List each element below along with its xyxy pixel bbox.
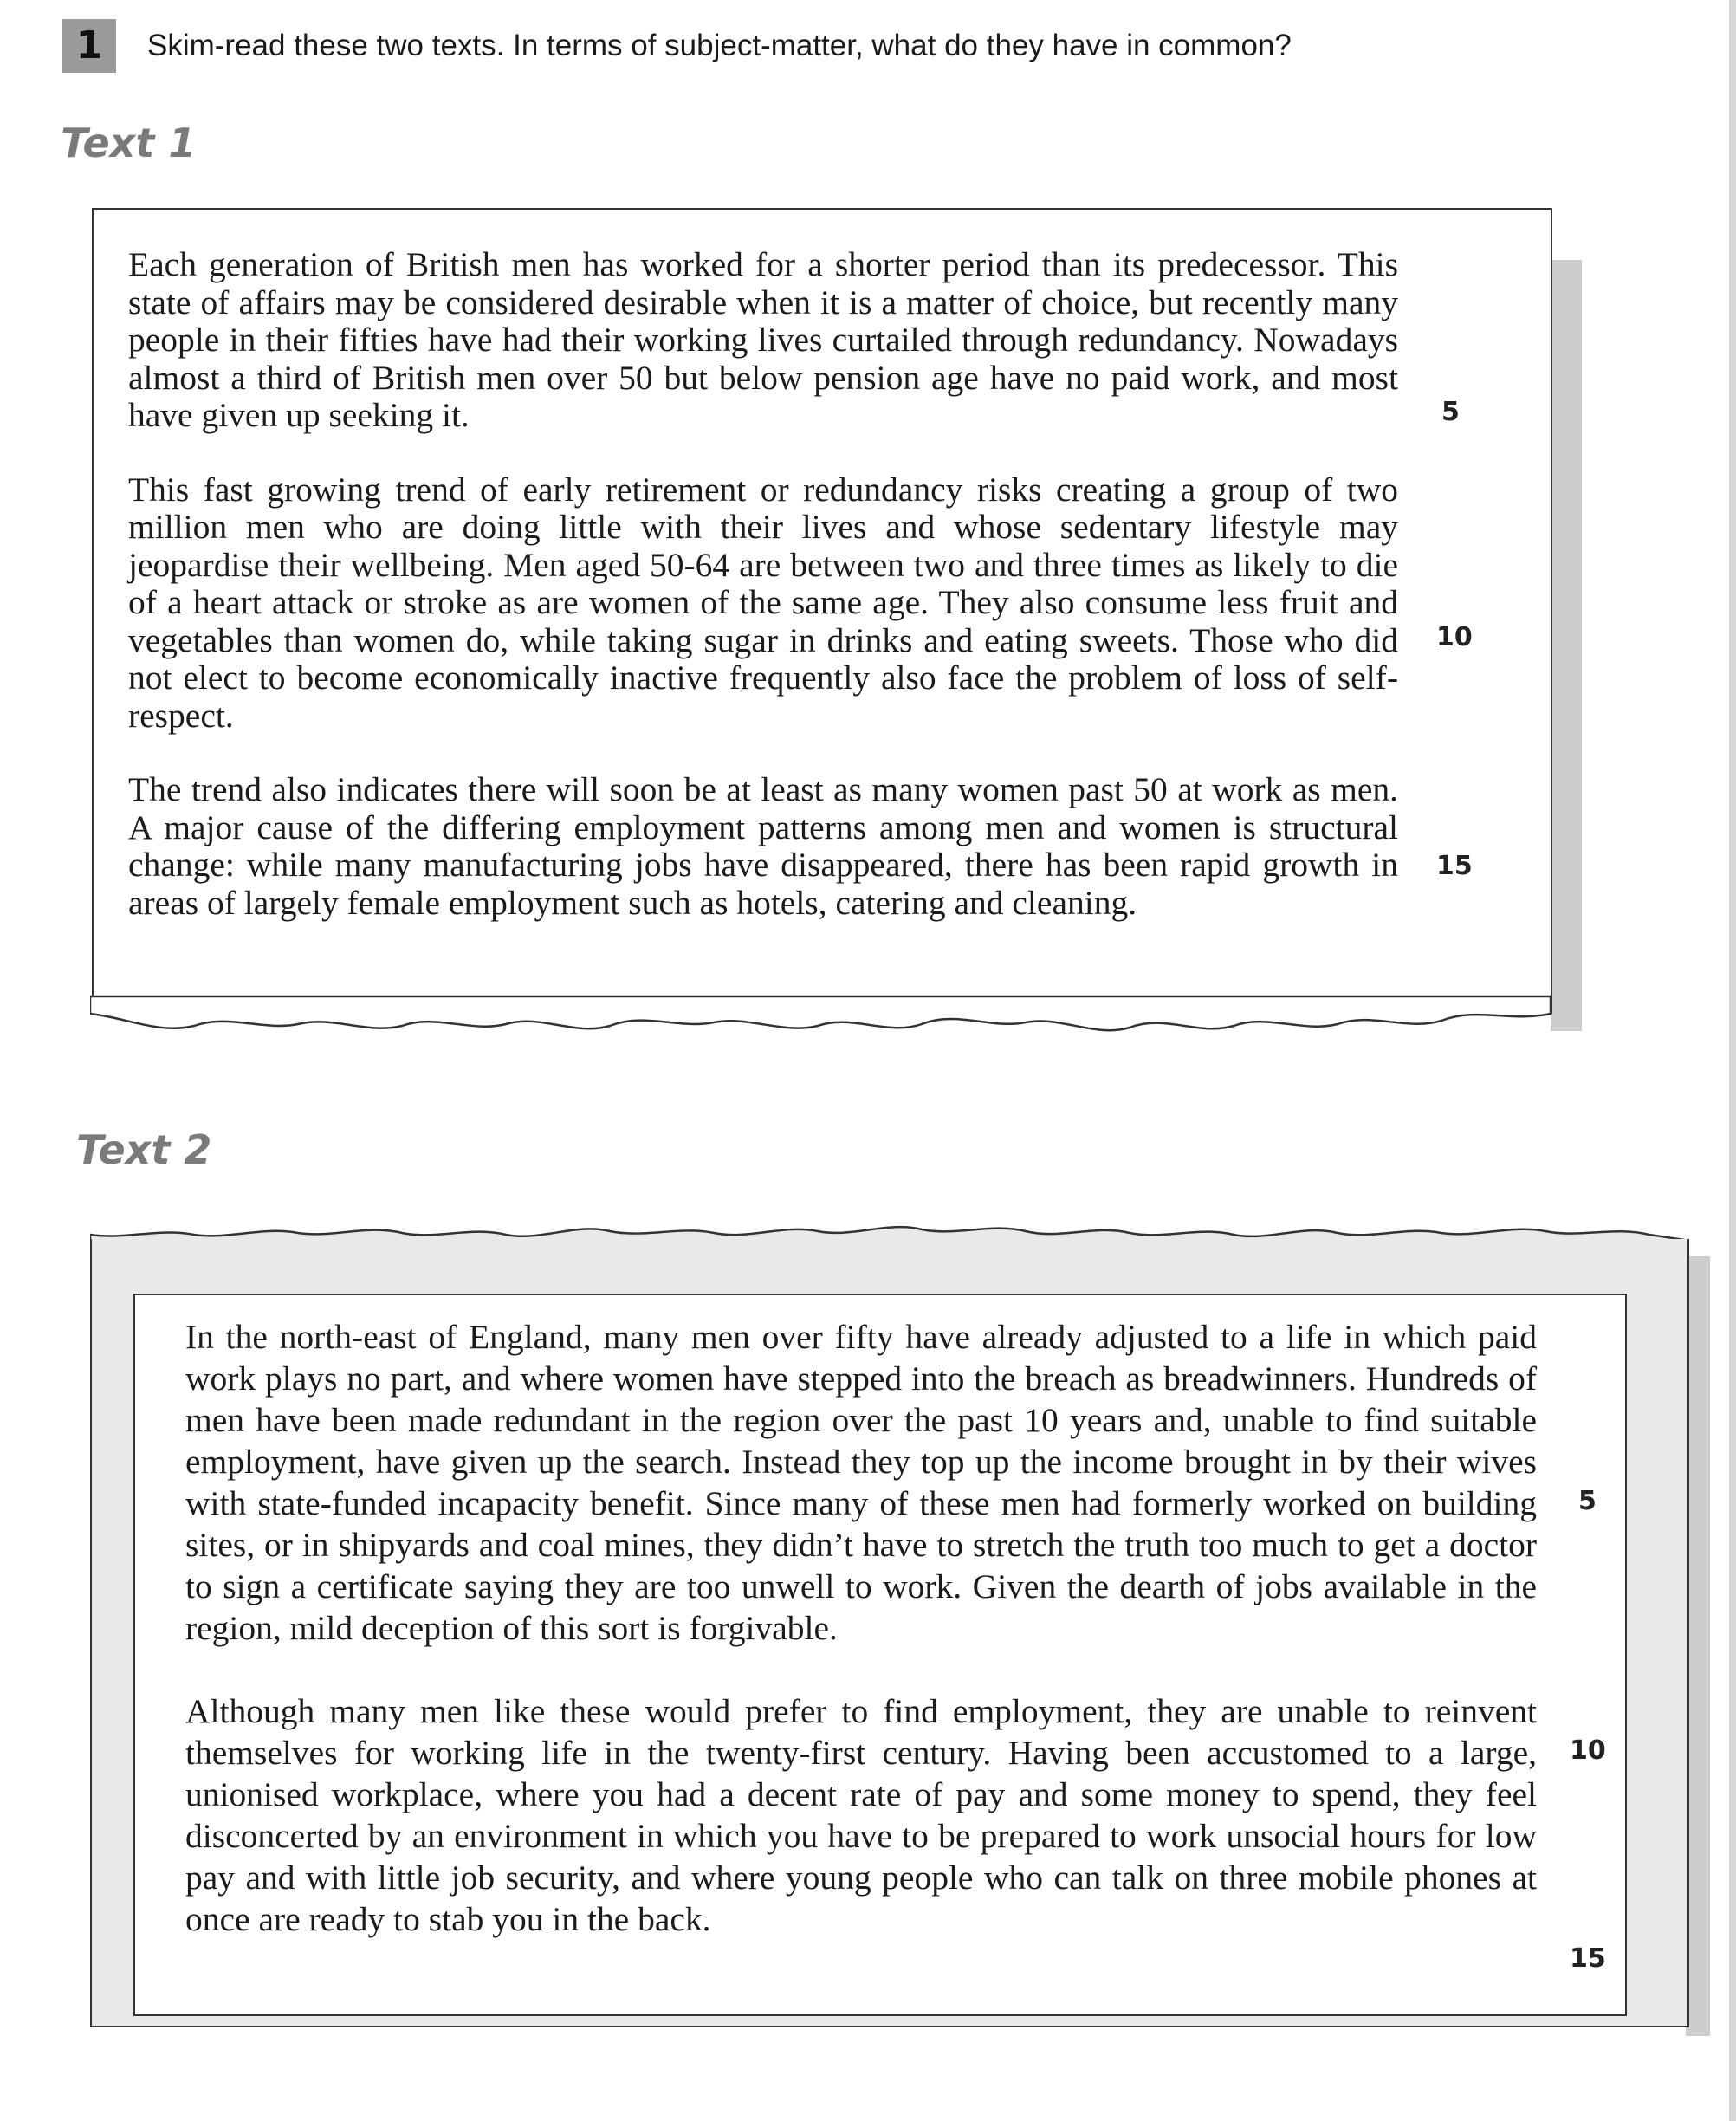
question-prompt: Skim-read these two texts. In terms of subject-matter, what do they have in common? [147, 29, 1292, 62]
text1-paragraph-1: Each generation of British men has worked for a shorter period than its predecessor. This state of affairs may be considered desirable when it is a matter of choice, but recently many people in their fifties have had their working lives curtailed through redundancy. Nowadays almost a third of British men over 50 but below pension age have no paid work, and most have given up seeking it. [128, 245, 1398, 434]
text1-paragraph-2: This fast growing trend of early retirement or redundancy risks creating a group of two million men who are doing little with their lives and whose sedentary lifestyle may jeopardise their wellbeing. Men aged 50-64 are between two and three times as likely to die of a heart attack or stroke as are women of the same age. They also consume less fruit and vegetables than women do, while taking sugar in drinks and eating sweets. Those who did not elect to become economically inactive frequently also face the problem of loss of self-respect. [128, 470, 1398, 735]
text1-paragraph-3: The trend also indicates there will soon be at least as many women past 50 at work as men. A major cause of the differing employment patterns among men and women is structural change: while many manufacturing jobs have disappeared, there has been rapid growth in areas of largely female employment such as hotels, catering and cleaning. [128, 770, 1398, 922]
question-number: 1 [62, 19, 116, 73]
text1-body [128, 246, 1398, 922]
text2-label: Text 2 [76, 1126, 212, 1173]
text1-line-number-10: 10 [1436, 622, 1473, 652]
text1-box [92, 208, 1552, 1014]
text2-paragraph-1: In the north-east of England, many men over fifty have already adjusted to a life in which paid work plays no part, and where women have stepped into the breach as breadwinners. Hundreds of men have been made redundant in the region over the past 10 years and, unable to find suitable employment, have given up the search. Instead they top up the income brought in by their wives with state-funded incapacity benefit. Since many of these men had formerly worked on building sites, or in shipyards and coal mines, they didn’t have to stretch the truth too much to get a doctor to sign a certificate saying they are too unwell to work. Given the dearth of jobs available in the region, mild deception of this sort is forgivable. [185, 1318, 1537, 1647]
text1-line-number-15: 15 [1436, 851, 1473, 881]
text2-line-number-5: 5 [1578, 1486, 1597, 1516]
text2-shadow [1686, 1256, 1710, 2036]
text1-shadow [1551, 260, 1582, 1031]
text2-line-number-15: 15 [1570, 1943, 1606, 1974]
text2-body [185, 1316, 1537, 1940]
page-edge [1729, 0, 1736, 2121]
text2-box [133, 1294, 1627, 2016]
text1-torn-edge [90, 988, 1563, 1057]
text1-line-number-5: 5 [1441, 397, 1460, 427]
text2-line-number-10: 10 [1570, 1735, 1606, 1766]
text2-paragraph-2: Although many men like these would prefer to find employment, they are unable to reinvent themselves for working life in the twenty-first century. Having been accustomed to a large, unionised workplace, where you had a decent rate of pay and some money to spend, they feel disconcerted by an environment in which you have to be prepared to work unsocial hours for low pay and with little job security, and where young people who can talk on three mobile phones at once are ready to stab you in the back. [185, 1692, 1537, 1938]
text1-label: Text 1 [61, 120, 197, 166]
